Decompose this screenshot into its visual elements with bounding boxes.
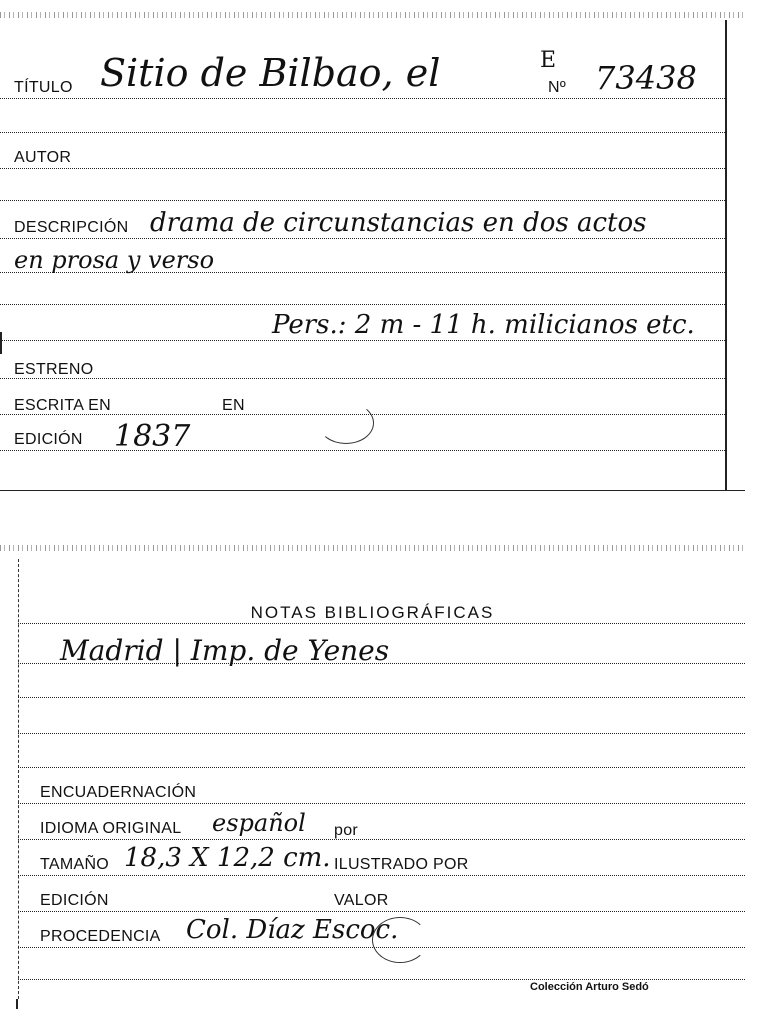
collection-credit: Colección Arturo Sedó (530, 981, 649, 993)
notas-heading: NOTAS BIBLIOGRÁFICAS (250, 603, 495, 622)
rule (18, 875, 745, 876)
rule (0, 200, 725, 201)
en-label: EN (222, 397, 245, 414)
titulo-value: Sitio de Bilbao, el (100, 51, 441, 95)
card-right-border (725, 20, 727, 490)
rule (18, 803, 745, 804)
card-bottom-edge (0, 490, 745, 491)
personajes-value: Pers.: 2 m - 11 h. milicianos etc. (272, 310, 695, 340)
descripcion-line1: drama de circunstancias en dos actos (150, 208, 647, 238)
rule (18, 911, 745, 912)
idioma-value: español (212, 809, 306, 837)
procedencia-label: PROCEDENCIA (40, 928, 161, 945)
rule (0, 272, 725, 273)
numero-value: 73438 (595, 59, 697, 97)
tamano-label: TAMAÑO (40, 856, 110, 873)
descripcion-line2: en prosa y verso (14, 246, 215, 274)
rule (0, 98, 725, 99)
ilustrado-label: ILUSTRADO POR (334, 856, 469, 873)
procedencia-value: Col. Díaz Escoc. (186, 915, 399, 945)
stamp-mark (372, 917, 428, 963)
rule (0, 132, 725, 133)
catalog-card-back (0, 545, 745, 1015)
descripcion-label: DESCRIPCIÓN (14, 219, 129, 236)
card-left-border (18, 559, 19, 999)
valor-label: VALOR (334, 892, 389, 909)
edicion-value: 1837 (114, 419, 191, 454)
rule (0, 378, 725, 379)
card-top-edge (0, 545, 745, 551)
card-left-mark (0, 332, 2, 354)
catalog-card-front (0, 12, 745, 492)
edicion-label: EDICIÓN (14, 431, 83, 448)
rule (18, 663, 745, 664)
rule (0, 450, 725, 451)
numero-label: Nº (548, 79, 566, 96)
rule (0, 168, 725, 169)
rule (18, 733, 745, 734)
escrita-label: ESCRITA EN (14, 397, 111, 414)
titulo-label: TÍTULO (14, 79, 73, 96)
stamp-mark (318, 402, 374, 444)
rule (0, 304, 725, 305)
rule (18, 979, 745, 980)
rule (18, 839, 745, 840)
rule (18, 697, 745, 698)
signature-prefix: E (540, 48, 557, 73)
por-label: por (334, 822, 359, 839)
edicion-label: EDICIÓN (40, 892, 109, 909)
rule (18, 947, 745, 948)
corner-mark (16, 999, 18, 1009)
estreno-label: ESTRENO (14, 361, 94, 378)
rule (0, 340, 725, 341)
notas-line1: Madrid | Imp. de Yenes (60, 634, 390, 667)
rule (18, 767, 745, 768)
rule (0, 238, 725, 239)
card-top-edge (0, 12, 745, 18)
tamano-value: 18,3 X 12,2 cm. (124, 843, 331, 873)
idioma-label: IDIOMA ORIGINAL (40, 820, 182, 837)
autor-label: AUTOR (14, 149, 72, 166)
rule (18, 623, 745, 624)
encuadernacion-label: ENCUADERNACIÓN (40, 784, 197, 801)
